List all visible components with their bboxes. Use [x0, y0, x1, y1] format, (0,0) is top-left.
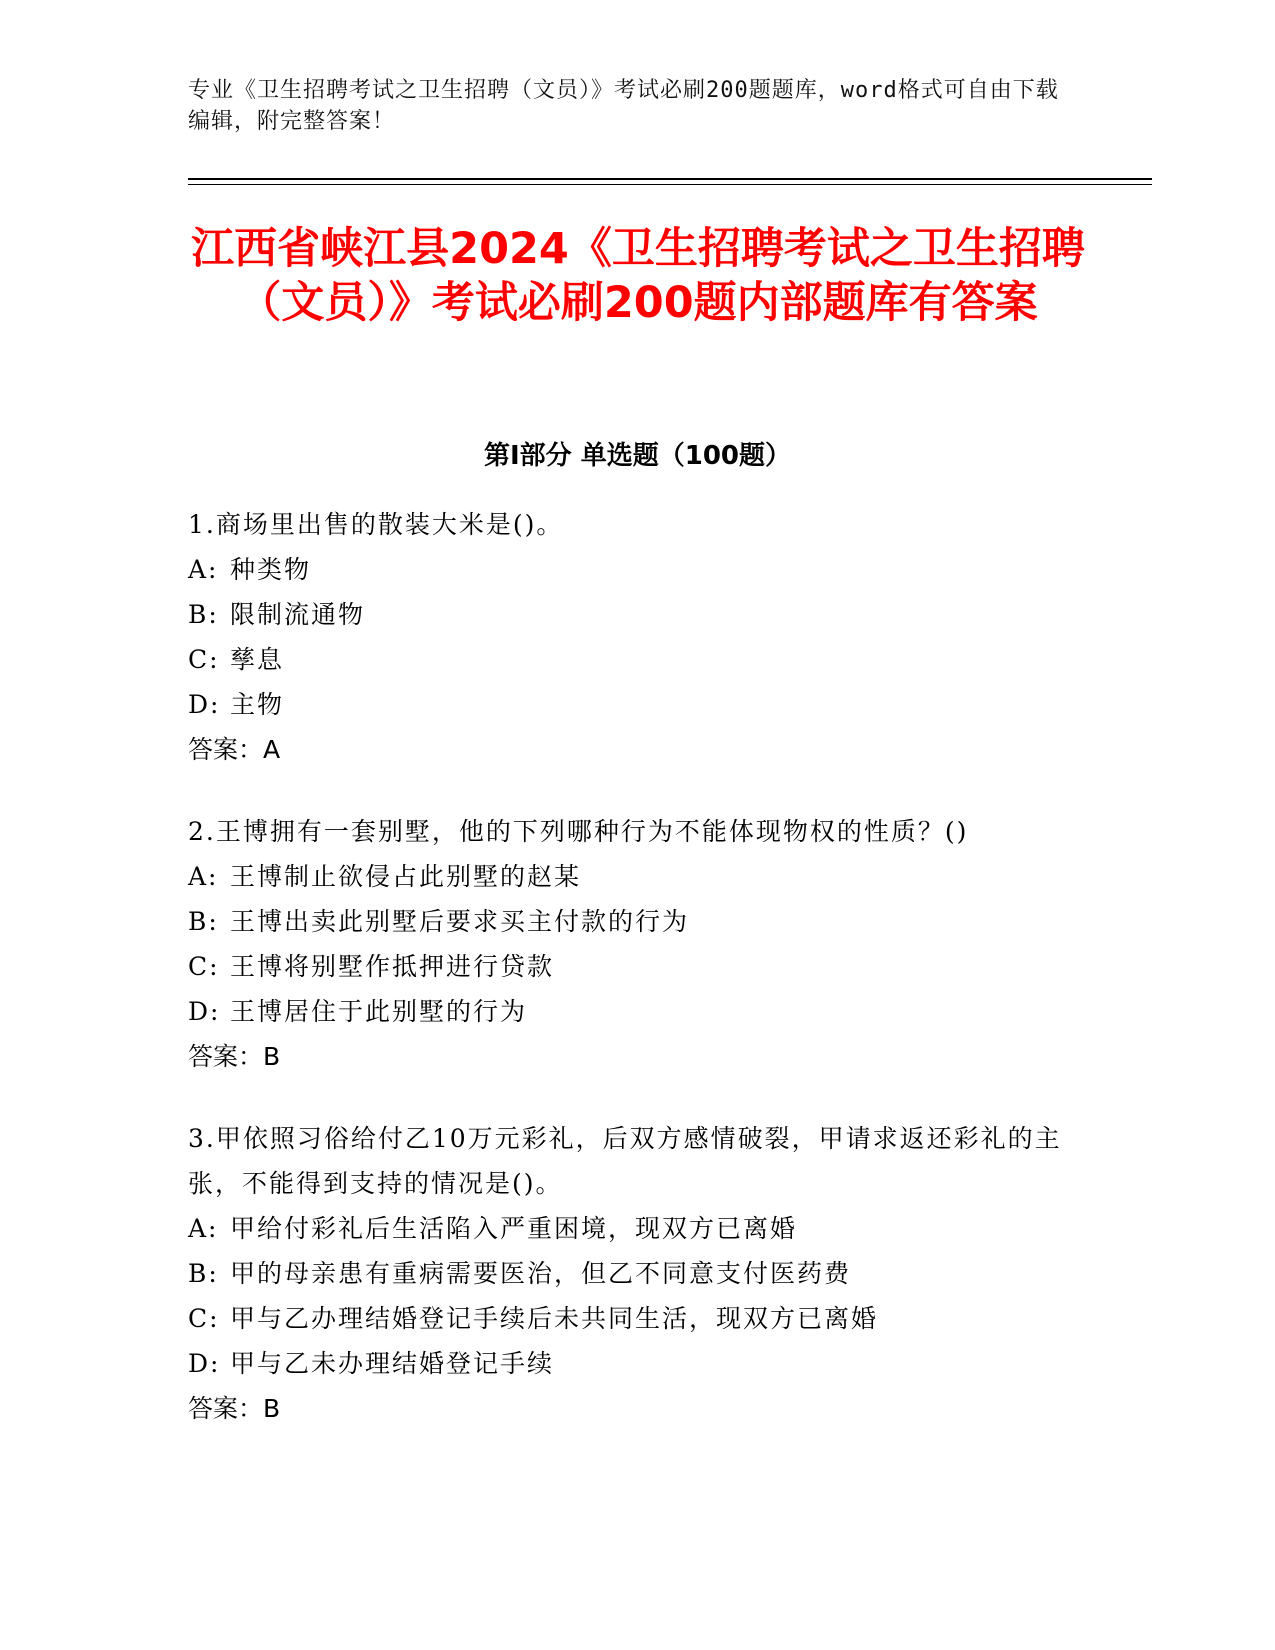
answer-line: 答案：A — [188, 735, 281, 764]
option-a — [188, 854, 1088, 899]
option-b — [188, 1251, 1088, 1296]
option-text: 王博出卖此别墅后要求买主付款的行为 — [230, 907, 690, 936]
option-d — [188, 989, 1088, 1034]
option-letter: D: — [188, 690, 221, 719]
question-stem: 3.甲依照习俗给付乙10万元彩礼，后双方感情破裂，甲请求返还彩礼的主张，不能得到支持的情况是()。 — [188, 1124, 1062, 1198]
option-b — [188, 592, 1088, 637]
header-divider-thin — [188, 184, 1152, 185]
option-letter: A: — [188, 555, 219, 584]
section-heading: 第Ⅰ部分 单选题（100题） — [484, 441, 791, 471]
option-text: 王博制止欲侵占此别墅的赵某 — [230, 862, 582, 891]
question-1 — [188, 502, 1088, 772]
option-text: 孳息 — [230, 645, 285, 674]
option-letter: B: — [188, 907, 219, 936]
question-stem: 2.王博拥有一套别墅，他的下列哪种行为不能体现物权的性质？() — [188, 817, 969, 846]
option-text: 甲的母亲患有重病需要医治，但乙不同意支付医药费 — [230, 1259, 852, 1288]
option-d — [188, 682, 1088, 727]
option-text: 主物 — [230, 690, 285, 719]
header-divider-thick — [188, 178, 1152, 180]
header-note: 专业《卫生招聘考试之卫生招聘（文员）》考试必刷200题题库，word格式可自由下载编辑，附完整答案！ — [188, 78, 1059, 134]
option-text: 王博居住于此别墅的行为 — [230, 997, 528, 1026]
option-text: 限制流通物 — [230, 600, 366, 629]
option-letter: D: — [188, 997, 221, 1026]
option-letter: C: — [188, 645, 220, 674]
question-stem: 1.商场里出售的散装大米是()。 — [188, 510, 564, 539]
option-a — [188, 1206, 1088, 1251]
option-c — [188, 1296, 1088, 1341]
option-text: 王博将别墅作抵押进行贷款 — [230, 952, 555, 981]
option-letter: A: — [188, 862, 219, 891]
option-text: 甲与乙办理结婚登记手续后未共同生活，现双方已离婚 — [230, 1304, 879, 1333]
question-3 — [188, 1116, 1088, 1431]
option-c — [188, 637, 1088, 682]
answer-line: 答案：B — [188, 1394, 281, 1423]
question-2 — [188, 809, 1088, 1079]
option-letter: C: — [188, 1304, 220, 1333]
option-letter: A: — [188, 1214, 219, 1243]
option-c — [188, 944, 1088, 989]
option-text: 种类物 — [230, 555, 312, 584]
option-a — [188, 547, 1088, 592]
document-title: 江西省峡江县2024《卫生招聘考试之卫生招聘（文员）》考试必刷200题内部题库有答案 — [191, 224, 1085, 328]
option-d — [188, 1341, 1088, 1386]
option-b — [188, 899, 1088, 944]
option-letter: D: — [188, 1349, 221, 1378]
option-letter: C: — [188, 952, 220, 981]
option-letter: B: — [188, 1259, 219, 1288]
option-text: 甲给付彩礼后生活陷入严重困境，现双方已离婚 — [230, 1214, 798, 1243]
option-letter: B: — [188, 600, 219, 629]
answer-line: 答案：B — [188, 1042, 281, 1071]
option-text: 甲与乙未办理结婚登记手续 — [230, 1349, 555, 1378]
